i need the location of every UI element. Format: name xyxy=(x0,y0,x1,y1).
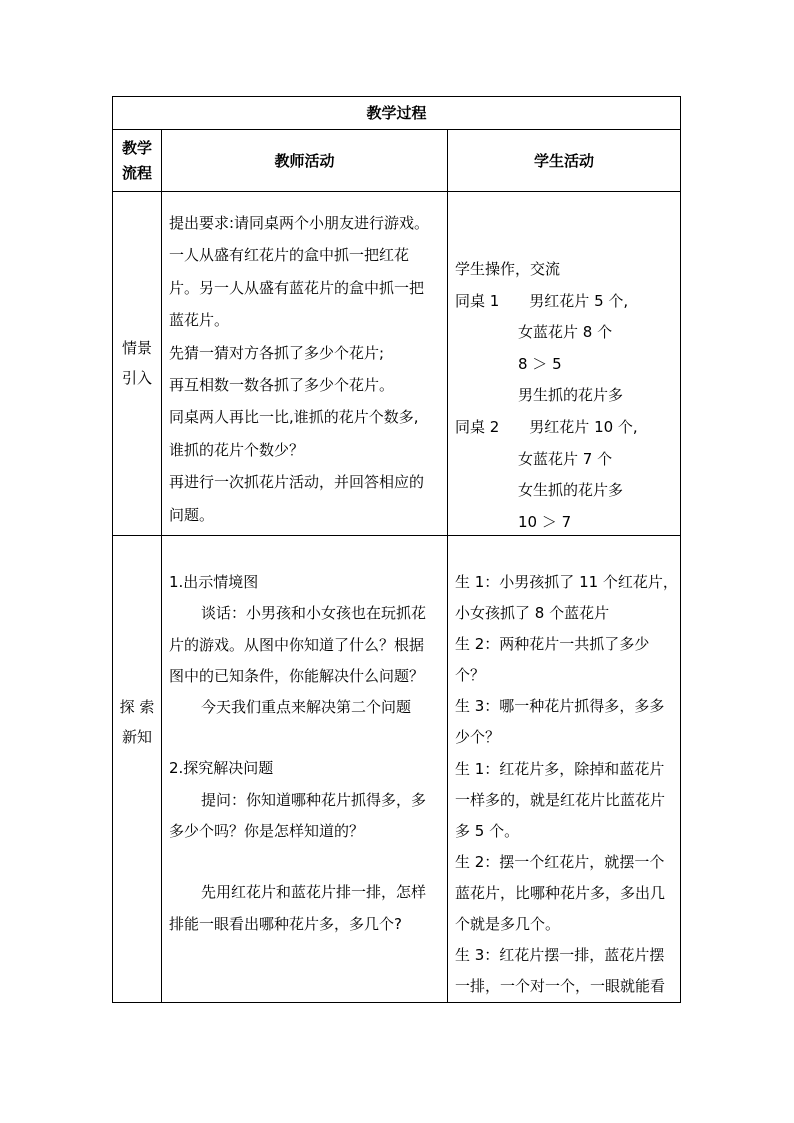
process-label-line2: 引入 xyxy=(121,369,152,387)
text-line: 生 1：红花片多，除掉和蓝花片 xyxy=(455,759,665,778)
column-divider xyxy=(161,129,162,1003)
text-line: 生 3：红花片摆一排，蓝花片摆 xyxy=(455,946,665,965)
text-line: 再互相数一数各抓了多少个花片。 xyxy=(169,376,395,395)
text-line: 一样多的，就是红花片比蓝花片 xyxy=(455,790,666,809)
header-process-line1: 教学 xyxy=(121,138,152,157)
header-student: 学生活动 xyxy=(533,152,594,170)
text-line: 图中的已知条件，你能解决什么问题？ xyxy=(169,666,425,685)
text-line: 一人从盛有红花片的盒中抓一把红花 xyxy=(169,246,410,265)
text-line: 生 1：小男孩抓了 11 个红花片， xyxy=(455,573,678,591)
column-divider xyxy=(447,129,448,1003)
table-border-right xyxy=(680,96,681,1003)
header-process xyxy=(113,130,161,191)
text-line: 今天我们重点来解决第二个问题 xyxy=(201,698,412,717)
text-line: 先用红花片和蓝花片排一排，怎样 xyxy=(201,883,427,902)
text-line: 提问：你知道哪种花片抓得多，多 xyxy=(201,790,427,809)
text-line: 生 2：摆一个红花片，就摆一个 xyxy=(455,852,665,871)
text-line: 生 2：两种花片一共抓了多少 xyxy=(455,635,650,654)
text-line: 排能一眼看出哪种花片多，多几个? xyxy=(169,914,402,933)
text-line: 小女孩抓了 8 个蓝花片 xyxy=(455,604,610,623)
text-line: 再进行一次抓花片活动，并回答相应的 xyxy=(169,473,425,492)
student-activity-intro xyxy=(455,254,638,538)
process-label-line1: 情景 xyxy=(121,339,152,357)
process-cell-explore xyxy=(113,692,161,752)
text-line: 谈话：小男孩和小女孩也在玩抓花 xyxy=(201,604,427,623)
table-border-left xyxy=(112,96,113,1003)
text-line: 8 ＞ 5 xyxy=(518,354,562,373)
text-line: 1.出示情境图 xyxy=(169,573,259,591)
text-line: 先猜一猜对方各抓了多少个花片; xyxy=(169,343,385,362)
text-line: 同桌两人再比一比,谁抓的花片个数多, xyxy=(169,408,419,427)
text-line: 一排，一个对一个，一眼就能看 xyxy=(455,977,666,996)
text-line: 女蓝花片 7 个 xyxy=(518,449,613,468)
process-label-line2: 新知 xyxy=(121,728,152,746)
student-activity-explore xyxy=(455,567,678,1002)
text-line: 同桌 2 男红花片 10 个, xyxy=(455,417,638,436)
header-process-line2: 流程 xyxy=(121,163,152,182)
table-title: 教学过程 xyxy=(366,104,427,122)
text-line: 男生抓的花片多 xyxy=(518,386,624,405)
text-line: 女蓝花片 8 个 xyxy=(518,323,613,342)
text-line: 提出要求:请同桌两个小朋友进行游戏。 xyxy=(169,214,430,232)
text-line: 个就是多几个。 xyxy=(455,915,561,934)
text-line: 片的游戏。从图中你知道了什么？根据 xyxy=(169,635,425,654)
text-line: 蓝花片。 xyxy=(169,311,230,330)
text-line: 女生抓的花片多 xyxy=(518,481,624,500)
process-cell-intro xyxy=(113,333,161,393)
text-line: 多 5 个。 xyxy=(455,821,520,840)
text-line: 个？ xyxy=(455,666,486,685)
teacher-activity-explore xyxy=(169,567,426,940)
text-line: 谁抓的花片个数少？ xyxy=(169,440,305,459)
text-line: 10 ＞ 7 xyxy=(518,512,572,531)
row-divider xyxy=(112,191,681,192)
teacher-activity-intro xyxy=(169,207,429,531)
text-line: 同桌 1 男红花片 5 个, xyxy=(455,291,629,310)
header-teacher: 教师活动 xyxy=(274,152,335,170)
text-line: 问题。 xyxy=(169,505,215,524)
text-line: 片。另一人从盛有蓝花片的盒中抓一把 xyxy=(169,278,425,297)
text-line: 学生操作，交流 xyxy=(455,260,561,278)
process-label-line1: 探 索 xyxy=(119,698,155,716)
text-line: 生 3：哪一种花片抓得多，多多 xyxy=(455,697,665,716)
text-line: 多少个吗？你是怎样知道的？ xyxy=(169,822,365,841)
text-line: 蓝花片，比哪种花片多，多出几 xyxy=(455,883,666,902)
text-line: 少个？ xyxy=(455,728,501,747)
text-line: 2.探究解决问题 xyxy=(169,759,274,778)
